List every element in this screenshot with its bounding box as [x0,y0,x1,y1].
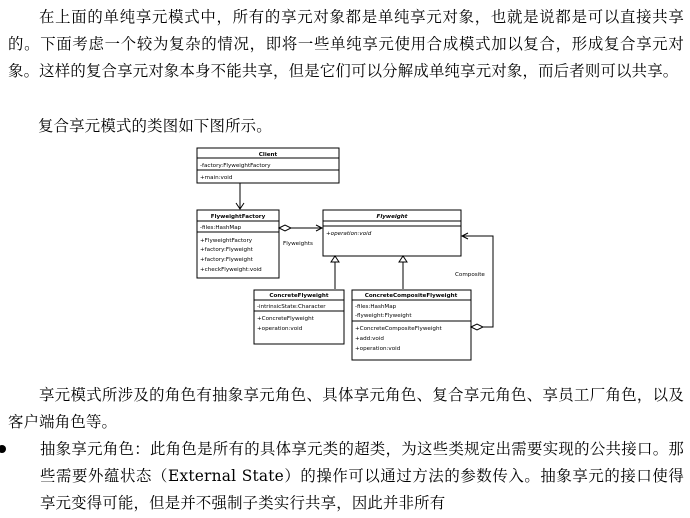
client-name: Client [258,152,278,158]
paragraph-diagram-caption: 复合享元模式的类图如下图所示。 [38,117,272,135]
paragraph-roles: 享元模式所涉及的角色有抽象享元角色、具体享元角色、复合享元角色、享员工厂角色，以及客户端角色等。 [8,386,684,431]
concrete-attr: -intrinsicState:Character [257,304,326,310]
factory-op-2: +factory:Flyweight [200,247,253,253]
factory-op-1: +FlyweightFactory [200,238,253,244]
bullet-abstract-flyweight: 抽象享元角色：此角色是所有的具体享元类的超类，为这些类规定出需要实现的公共接口。那些需要外蕴状态（External State）的操作可以通过方法的参数传入。抽象享元的接口使得享元变得可能，但是并不强制子类实行共享，因此并非所有 [40,440,684,512]
composite-op-2: +add:void [355,336,384,342]
client-op: +main:void [200,175,233,181]
factory-op-4: +checkFlyweight:void [200,267,262,273]
assoc-composite-label: Composite [455,272,485,278]
composite-attr-2: -flyweight:Flyweight [355,313,412,319]
client-attr: -factory:FlyweightFactory [200,163,271,169]
factory-op-3: +factory:Flyweight [200,257,253,263]
composite-op-3: +operation:void [355,346,401,352]
paragraph-composite-intro: 在上面的单纯享元模式中，所有的享元对象都是单纯享元对象，也就是说都是可以直接共享的。下面考虑一个较为复杂的情况，即将一些单纯享元使用合成模式加以复合，形成复合享元对象。这样的复合享元对象本身不能共享，但是它们可以分解成单纯享元对象，而后者则可以共享。 [8,8,684,80]
factory-name: FlyweightFactory [210,214,266,220]
flyweight-name: Flyweight [376,214,408,220]
concrete-op-2: +operation:void [257,326,303,332]
flyweight-op: +operation:void [326,231,372,237]
composite-attr-1: -files:HashMap [355,304,397,310]
concrete-op-1: +ConcreteFlyweight [257,316,314,322]
assoc-flyweights-label: Flyweights [283,241,313,247]
composite-op-1: +ConcreteCompositeFlyweight [355,326,442,332]
concrete-name: ConcreteFlyweight [269,293,329,299]
composite-name: ConcreteCompositeFlyweight [364,293,458,299]
factory-attr: -files:HashMap [200,225,242,231]
